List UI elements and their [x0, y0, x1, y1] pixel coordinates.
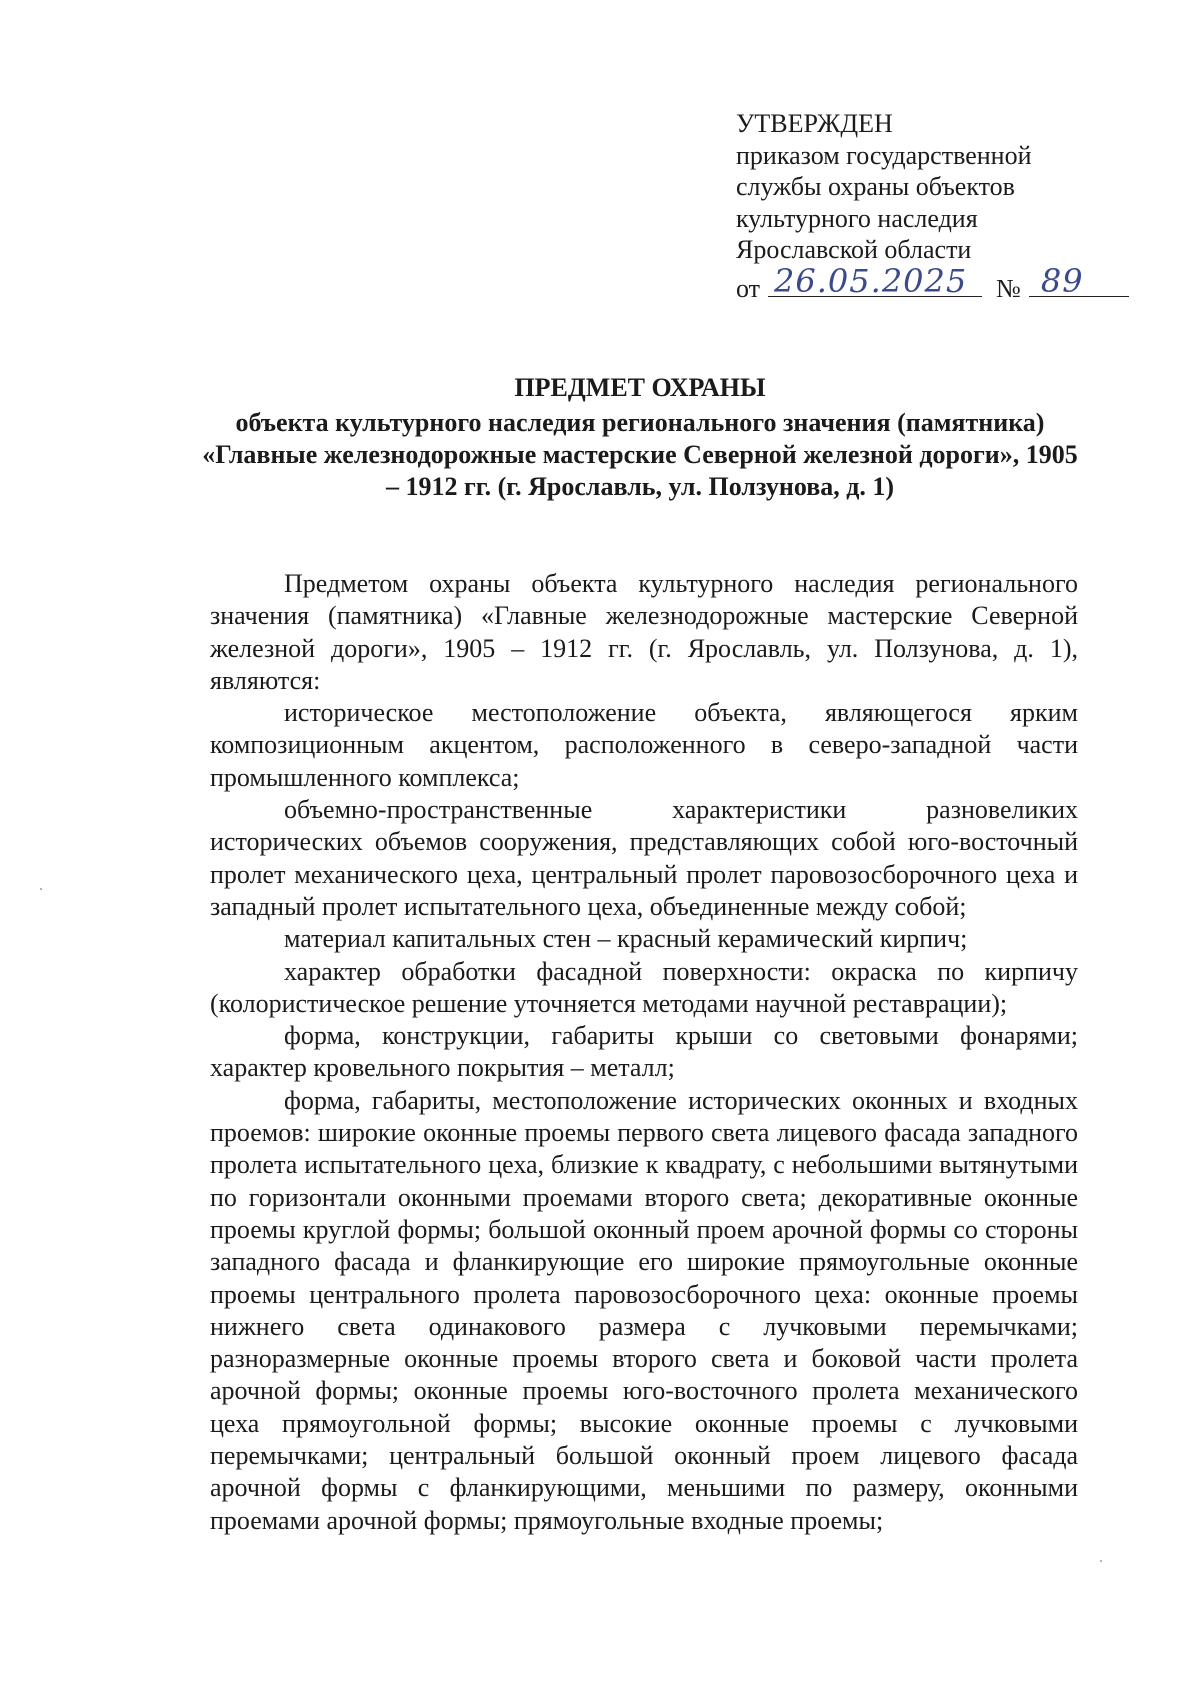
body-paragraph: форма, габариты, местоположение исторических оконных и входных проемов: широкие оконные проемы первого света лицевого фасада западного пролета испытательного цеха, близкие к квадрату, с небольшими вытянутыми по горизонтали оконными проемами второго света; декоративные оконные проемы круглой формы; большой оконный проем арочной формы со стороны западного фасада и фланкирующие его широкие прямоугольные оконные проемы центрального пролета паровозосборочного цеха: оконные проемы нижнего света одинакового размера с лучковыми перемычками; разноразмерные оконные проемы второго света и боковой части пролета арочной формы; оконные проемы юго-восточного пролета механического цеха прямоугольной формы; высокие оконные проемы с лучковыми перемычками; центральный большой оконный проем лицевого фасада арочной формы с фланкирующими, меньшими по размеру, оконными проемами арочной формы; прямоугольные входные проемы;: [210, 1085, 1078, 1535]
body-paragraph: историческое местоположение объекта, являющегося ярким композиционным акцентом, расположенного в северо-западной части промышленного комплекса;: [210, 698, 1078, 792]
date-prefix: от: [736, 273, 761, 303]
approval-line: культурного наследия: [736, 203, 978, 233]
document-title-block: [200, 372, 1080, 503]
scan-speck: [1100, 1560, 1102, 1562]
body-paragraph: материал капитальных стен – красный керамический кирпич;: [284, 924, 968, 954]
approval-heading: УТВЕРЖДЕН: [736, 109, 893, 138]
number-blank: [1029, 262, 1129, 300]
document-title: ПРЕДМЕТ ОХРАНЫ: [514, 373, 766, 402]
approval-stamp-block: [736, 108, 1156, 304]
handwritten-number: 89: [1040, 262, 1084, 300]
body-paragraph: Предметом охраны объекта культурного наследия регионального значения (памятника) «Главные железнодорожные мастерские Северной железной дороги», 1905 – 1912 гг. (г. Ярославль, ул. Ползунова, д. 1), являются:: [210, 569, 1078, 695]
document-body: [210, 568, 1078, 1537]
approval-line: службы охраны объектов: [736, 172, 1015, 201]
approval-date-number-line: [736, 262, 1156, 305]
document-subtitle: объекта культурного наследия регионального значения (памятника) «Главные железнодорожные мастерские Северной железной дороги», 1905 – 1912 гг. (г. Ярославль, ул. Ползунова, д. 1): [202, 408, 1078, 501]
approval-line: приказом государственной: [736, 140, 1032, 170]
date-blank: [768, 262, 982, 300]
number-sign: №: [996, 273, 1021, 303]
handwritten-date: 26.05.2025: [774, 262, 968, 300]
approval-line: Ярославской области: [736, 235, 972, 264]
scan-speck: [40, 888, 42, 890]
body-paragraph: объемно-пространственные характеристики разновеликих исторических объемов сооружения, представляющих собой юго-восточный пролет механического цеха, центральный пролет паровозосборочного цеха и западный пролет испытательного цеха, объединенные между собой;: [210, 795, 1078, 921]
body-paragraph: характер обработки фасадной поверхности: окраска по кирпичу (колористическое решение уточняется методами научной реставрации);: [210, 956, 1078, 1018]
body-paragraph: форма, конструкции, габариты крыши со световыми фонарями; характер кровельного покрытия – металл;: [210, 1021, 1078, 1083]
